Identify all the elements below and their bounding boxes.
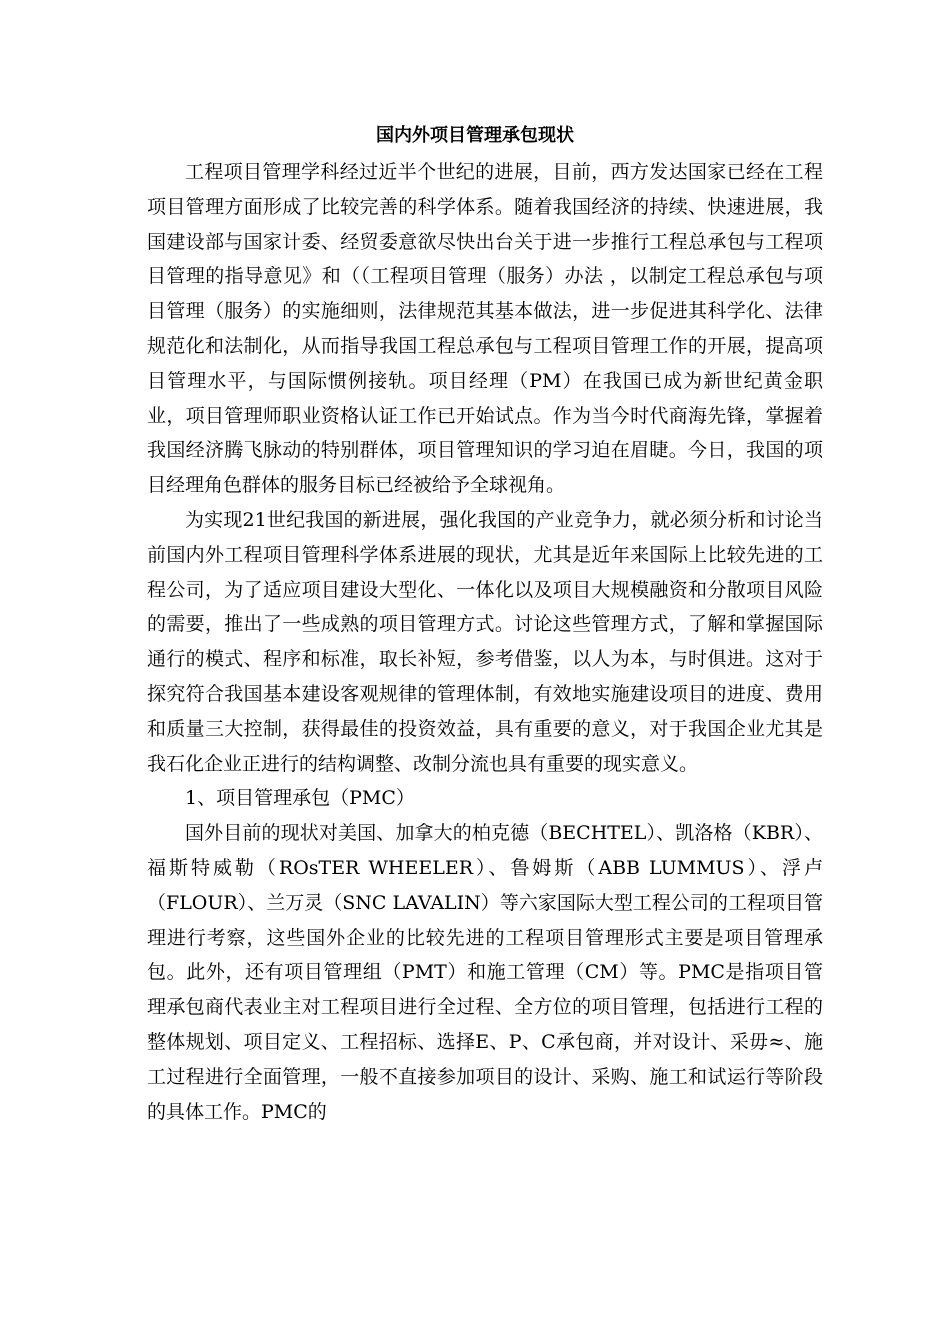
paragraph-intro: 工程项目管理学科经过近半个世纪的进展，目前，西方发达国家已经在工程项目管理方面形成了比较完善的科学体系。随着我国经济的持续、快速进展，我国建设部与国家计委、经贸委意欲尽快出台关于进一步推行工程总承包与工程项目管理的指导意见》和（（工程项目管理（服务）办法 ，以制定工程总承包与项目管理（服务）的实施细则，法律规范其基本做法，进一步促进其科学化、法律规范化和法制化，从而指导我国工程总承包与工程项目管理工作的开展，提高项目管理水平，与国际惯例接轨。项目经理（PM）在我国已成为新世纪黄金职业，项目管理师职业资格认证工作已开始试点。作为当今时代商海先锋，掌握着我国经济腾飞脉动的特别群体，项目管理知识的学习迫在眉睫。今日，我国的项目经理角色群体的服务目标已经被给予全球视角。 <box>147 161 823 497</box>
section-heading-pmc: 1、项目管理承包（PMC） <box>185 787 415 810</box>
document-title: 国内外项目管理承包现状 <box>376 125 574 146</box>
document-body <box>147 155 823 1129</box>
paragraph-significance: 为实现21世纪我国的新进展，强化我国的产业竞争力，就必须分析和讨论当前国内外工程项目管理科学体系进展的现状，尤其是近年来国际上比较先进的工程公司，为了适应项目建设大型化、一体化以及项目大规模融资和分散项目风险的需要，推出了一些成熟的项目管理方式。讨论这些管理方式，了解和掌握国际通行的模式、程序和标准，取长补短，参考借鉴，以人为本，与时俱进。这对于探究符合我国基本建设客观规律的管理体制，有效地实施建设项目的进度、费用和质量三大控制，获得最佳的投资效益，具有重要的意义，对于我国企业尤其是我石化企业正进行的结构调整、改制分流也具有重要的现实意义。 <box>147 508 823 775</box>
paragraph-pmc: 国外目前的现状对美国、加拿大的柏克德（BECHTEL）、凯洛格（KBR）、福斯特威勒（ROsTER WHEELER）、鲁姆斯（ABB LUMMUS）、浮卢（FLOUR）、兰万灵（SNC LAVALIN）等六家国际大型工程公司的工程项目管理进行考察，这些国外企业的比较先进的工程项目管理形式主要是项目管理承包。此外，还有项目管理组（PMT）和施工管理（CM）等。PMC是指项目管理承包商代表业主对工程项目进行全过程、全方位的项目管理，包括进行工程的整体规划、项目定义、工程招标、选择E、P、C承包商，并对设计、采毋≈、施工过程进行全面管理，一般不直接参加项目的设计、采购、施工和试运行等阶段的具体工作。PMC的 <box>147 822 823 1123</box>
